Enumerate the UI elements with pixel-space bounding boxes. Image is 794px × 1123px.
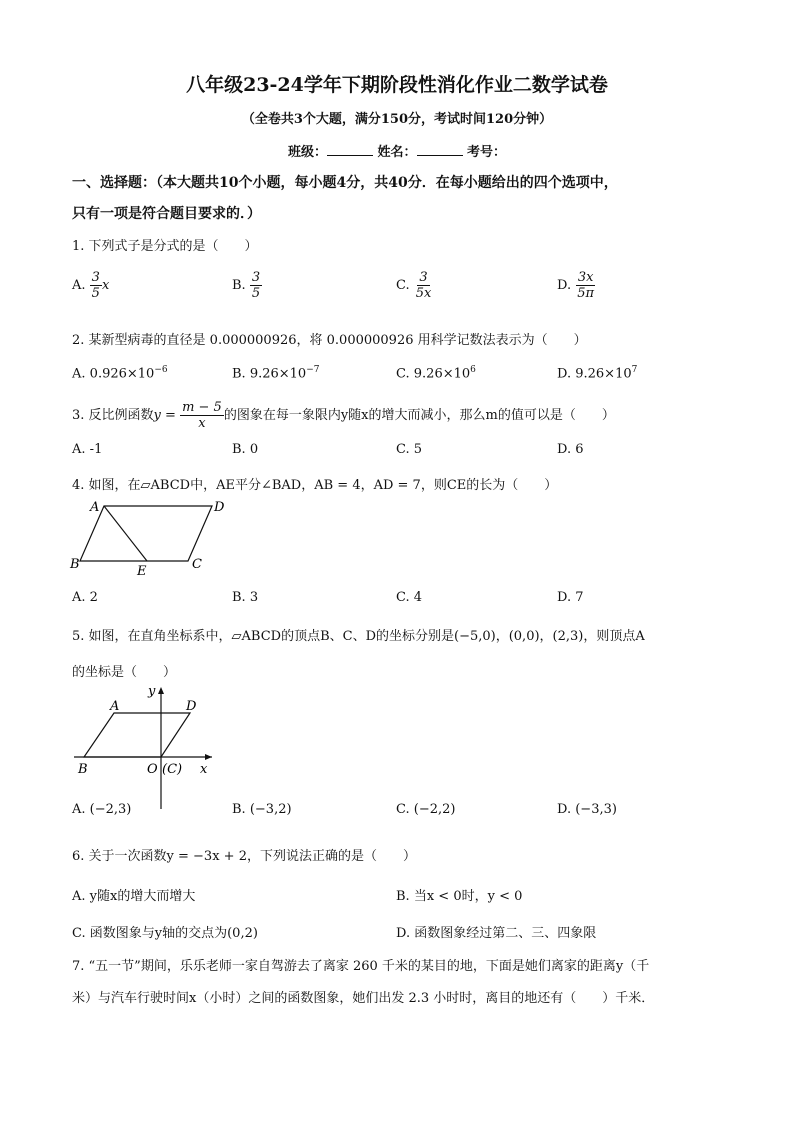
option-label: A. (72, 802, 86, 817)
q6-option-d (396, 922, 596, 941)
numerator: 3 (419, 270, 428, 285)
q2-option-d (557, 365, 637, 381)
parallelogram-abcd (84, 713, 190, 757)
q6-option-b (396, 885, 522, 904)
option-text: 0 (249, 442, 259, 457)
fraction (90, 270, 102, 301)
option-text: (−2,3) (89, 802, 132, 817)
option-text: (−2,2) (413, 802, 456, 817)
option-label: B. (232, 590, 246, 605)
option-label: B. (232, 802, 246, 817)
option-text: 5 (413, 442, 423, 457)
q1-option-c (396, 270, 433, 301)
option-text: 4 (413, 590, 423, 605)
label-d: D (214, 500, 225, 515)
option-label: A. (72, 278, 86, 293)
name-blank (417, 143, 463, 156)
label-b: B (78, 762, 88, 777)
option-label: D. (557, 590, 572, 605)
numerator: m − 5 (182, 400, 222, 415)
x-axis-arrow (205, 754, 212, 760)
question-4-stem: 4. 如图，在▱ABCD中，AE平分∠BAD，AB = 4，AD = 7，则CE的长为（ ） (72, 478, 558, 493)
q2-option-c (396, 365, 476, 381)
parallelogram-abcd (80, 506, 212, 561)
function-fraction (180, 400, 224, 431)
q4-option-c (396, 590, 422, 605)
question-1-stem: 1. 下列式子是分式的是（ ） (72, 239, 258, 254)
name-label: 姓名： (377, 145, 417, 160)
question-2-stem: 2. 某新型病毒的直径是 0.000000926，将 0.000000926 用科学记数法表示为（ ） (72, 333, 587, 348)
option-label: C. (72, 926, 86, 941)
option-label: A. (72, 442, 86, 457)
option-label: C. (396, 590, 410, 605)
label-b: B (70, 557, 80, 572)
function-lhs: y = (153, 408, 176, 423)
q4-option-a (72, 590, 98, 605)
option-label: C. (396, 278, 410, 293)
option-text: 函数图象与y轴的交点为(0,2) (89, 926, 258, 941)
option-base: 9.26×10 (413, 366, 471, 382)
option-text: 7 (575, 590, 584, 605)
option-label: D. (557, 278, 572, 293)
section-heading-cont: 只有一项是符合题目要求的．） (72, 206, 261, 222)
option-text: 3 (249, 590, 259, 605)
option-text: 2 (89, 590, 98, 605)
stem-suffix: 的图象在每一象限内y随x的增大而减小，那么m的值可以是（ ） (223, 408, 615, 423)
option-label: A. (72, 366, 86, 382)
option-label: B. (232, 442, 246, 457)
q1-option-b (232, 270, 262, 301)
question-7-stem: 7. “五一节”期间，乐乐老师一家自驾游去了离家 260 千米的某目的地，下面是她们离家的距离y（千 (72, 959, 650, 974)
numerator: 3x (577, 270, 594, 285)
class-label: 班级： (287, 145, 327, 160)
exam-instructions: （全卷共3个大题，满分150分，考试时间120分钟） (241, 112, 553, 127)
parallelogram-figure-q4 (68, 495, 238, 577)
option-label: C. (396, 442, 410, 457)
q3-option-d (557, 442, 584, 457)
option-label: C. (396, 366, 410, 382)
class-blank (327, 143, 373, 156)
question-6-stem: 6. 关于一次函数y = −3x + 2，下列说法正确的是（ ） (72, 849, 416, 864)
option-exponent: −7 (306, 365, 320, 375)
q5-option-a (72, 802, 131, 817)
option-text: (−3,2) (249, 802, 292, 817)
stem-prefix: 3. 反比例函数 (72, 408, 154, 423)
fraction (575, 270, 596, 301)
segment-ae (104, 506, 147, 561)
label-a: A (110, 699, 120, 714)
option-exponent: 7 (631, 365, 638, 375)
q3-option-a (72, 442, 102, 457)
label-e: E (137, 564, 147, 577)
option-label: D. (396, 926, 411, 941)
q1-option-d (557, 270, 596, 301)
denominator: x (198, 416, 206, 431)
id-label: 考号： (467, 145, 507, 160)
question-5-stem-cont: 的坐标是（ ） (72, 665, 177, 680)
option-label: B. (396, 889, 410, 904)
option-text: y随x的增大而增大 (89, 889, 196, 904)
option-base: 9.26×10 (249, 366, 307, 382)
question-5-stem: 5. 如图，在直角坐标系中，▱ABCD的顶点B、C、D的坐标分别是(−5,0)，(0,0)，(2,3)，则顶点A (72, 629, 645, 644)
student-info-line (0, 141, 794, 160)
q5-option-c (396, 802, 455, 817)
q6-option-a (72, 885, 195, 904)
denominator: 5π (577, 286, 595, 301)
denominator: 5x (415, 286, 432, 301)
fraction (414, 270, 434, 301)
option-label: A. (72, 889, 86, 904)
q4-option-b (232, 590, 258, 605)
q4-option-d (557, 590, 584, 605)
question-3-stem (72, 400, 615, 431)
option-text: 当x < 0时，y < 0 (413, 889, 523, 904)
option-base: 9.26×10 (575, 366, 632, 382)
q5-option-b (232, 802, 292, 817)
option-exponent: 6 (470, 365, 476, 375)
option-text: 函数图象经过第二、三、四象限 (414, 926, 597, 941)
option-label: A. (72, 590, 86, 605)
option-label: B. (232, 278, 246, 293)
q2-option-b (232, 365, 320, 381)
denominator: 5 (251, 286, 261, 301)
option-label: D. (557, 366, 572, 382)
option-text: (−3,3) (575, 802, 617, 817)
option-exponent: −6 (154, 365, 168, 375)
page-title: 八年级23-24学年下期阶段性消化作业二数学试卷 (186, 74, 608, 96)
q2-option-a (72, 365, 168, 381)
label-c: C (192, 557, 202, 572)
q3-option-b (232, 442, 258, 457)
q3-option-c (396, 442, 422, 457)
label-y: y (148, 684, 156, 699)
numerator: 3 (251, 270, 261, 285)
numerator: 3 (91, 270, 100, 285)
option-label: C. (396, 802, 410, 817)
label-x: x (200, 762, 208, 777)
denominator: 5 (91, 286, 100, 301)
q1-option-a (72, 270, 109, 301)
option-label: D. (557, 802, 572, 817)
coordinate-figure-q5 (68, 683, 218, 813)
option-label: B. (232, 366, 246, 382)
option-label: D. (557, 442, 572, 457)
option-base: 0.926×10 (89, 366, 155, 382)
label-a: A (90, 500, 100, 515)
section-heading: 一、选择题：（本大题共10个小题，每小题4分，共40分．在每小题给出的四个选项中， (72, 175, 618, 191)
q6-option-c (72, 922, 258, 941)
label-d: D (186, 699, 197, 714)
option-text: -1 (89, 442, 103, 457)
y-axis-arrow (158, 687, 164, 694)
fraction (250, 270, 262, 301)
option-text: 6 (575, 442, 584, 457)
label-o: O (147, 762, 158, 777)
label-c: (C) (162, 762, 183, 777)
fraction-tail: x (101, 278, 110, 293)
question-7-stem-cont: 米）与汽车行驶时间x（小时）之间的函数图象，她们出发 2.3 小时时，离目的地还有（ ）千米． (72, 991, 655, 1006)
q5-option-d (557, 802, 617, 817)
